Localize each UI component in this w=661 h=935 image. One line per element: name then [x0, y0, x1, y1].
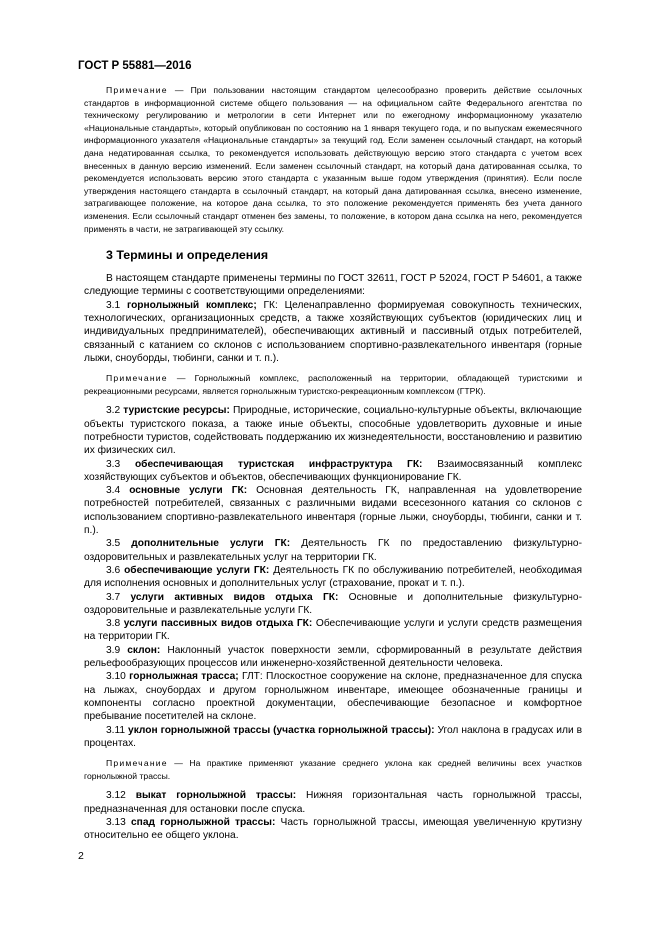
term-3-8: 3.8 услуги пассивных видов отдыха ГК: Обеспечивающие услуги и услуги средств размещения на территории ГК.: [84, 618, 582, 643]
term-3-2: 3.2 туристские ресурсы: Природные, исторические, социально-культурные объекты, включающие объекты туристского показа, а также иные объекты, способные удовлетворить духовные и иные потребности туристов, содействовать поддержанию их жизнедеятельности, восстановлению и развитию их физических сил.: [84, 405, 582, 457]
page-number: 2: [78, 850, 84, 862]
term-3-11: 3.11 уклон горнолыжной трассы (участка горнолыжной трассы): Угол наклона в градусах или в процентах.: [84, 724, 583, 749]
term-name: обеспечивающие услуги ГК:: [124, 564, 270, 576]
document-header: ГОСТ Р 55881—2016: [78, 60, 192, 72]
term-3-9: 3.9 склон: Наклонный участок поверхности земли, сформированный в результате действия рельефообразующих процессов или инженерно-хозяйственной деятельности человека.: [84, 644, 583, 670]
term-name: услуги активных видов отдыха ГК:: [130, 591, 339, 603]
section-heading: 3 Термины и определения: [106, 248, 269, 263]
note-label: Примечание: [106, 85, 168, 95]
term-3-1-note: Примечание — Горнолыжный комплекс, расположенный на территории, обладающей туристскими и рекреационными ресурсами, является горнолыжным туристско-рекреационным комплексом (ГТРК).: [84, 373, 582, 396]
note-text: — При пользовании настоящим стандартом целесообразно проверить действие ссылочных стандартов в информационной системе общего пользования — на официальном сайте Федерального агентства по техническому регулированию и метрологии в сети Интернет или по ежегодному информационному указателю «Национальные стандарты», который опубликован по состоянию на 1 января текущего года, и по выпускам ежемесячного информационного указателя «Национальные стандарты» за текущий год. Если заменен ссылочный стандарт, на который дана недатированная ссылка, то рекомендуется использовать действующую версию этого стандарта с учетом всех внесенных в данную версию изменений. Если заменен ссылочный стандарт, на который дана датированная ссылка, то рекомендуется использовать версию этого стандарта с указанным выше годом утверждения (принятия). Если после утверждения настоящего стандарта в ссылочный стандарт, на который дана датированная ссылка, внесено изменение, затрагивающее положение, на которое дана ссылка, то это положение рекомендуется применять без учета данного изменения. Если ссылочный стандарт отменен без замены, то положение, в котором дана ссылка на него, рекомендуется применять в части, не затрагивающей эту ссылку.: [84, 85, 582, 234]
reference-note: [84, 84, 582, 235]
term-name: дополнительные услуги ГК:: [131, 538, 291, 550]
term-name: туристские ресурсы:: [123, 405, 230, 417]
section-intro: В настоящем стандарте применены термины по ГОСТ 32611, ГОСТ Р 52024, ГОСТ Р 54601, а также следующие термины с соответствующими определениями:: [84, 273, 582, 298]
term-name: горнолыжный комплекс;: [126, 299, 257, 311]
term-3-11-note: Примечание — На практике применяют указание среднего уклона как средней величины всех участков горнолыжной трассы.: [84, 758, 582, 781]
term-3-12: 3.12 выкат горнолыжной трассы: Нижняя горизонтальная часть горнолыжной трассы, предназначенная для остановки после спуска.: [84, 790, 582, 815]
term-3-10: 3.10 горнолыжная трасса; ГЛТ: Плоскостное сооружение на склоне, предназначенное для спуска на лыжах, сноубордах и другом горнолыжном инвентаре, имеющее обозначенные границы и компоненты согласно проектной документации, обеспечивающие безопасное и комфортное пребывание посетителей на склоне.: [84, 671, 582, 723]
term-3-13: 3.13 спад горнолыжной трассы: Часть горнолыжной трассы, имеющая увеличенную крутизну относительно ее общего уклона.: [84, 816, 583, 842]
term-3-7: 3.7 услуги активных видов отдыха ГК: Основные и дополнительные физкультурно-оздоровительные и развлекательные услуги ГК.: [84, 591, 582, 616]
term-name: выкат горнолыжной трассы:: [135, 790, 297, 802]
term-name: уклон горнолыжной трассы (участка горнолыжной трассы):: [128, 724, 435, 736]
term-name: спад горнолыжной трассы:: [131, 816, 276, 828]
document-body: [84, 84, 582, 842]
term-name: горнолыжная трасса;: [129, 671, 239, 683]
term-3-6: 3.6 обеспечивающие услуги ГК: Деятельность ГК по обслуживанию потребителей, необходимая для исполнения основных и дополнительных услуг (страхование, прокат и т. п.).: [84, 564, 582, 590]
term-name: обеспечивающая туристская инфраструктура ГК:: [134, 458, 423, 470]
term-3-4: 3.4 основные услуги ГК: Основная деятельность ГК, направленная на удовлетворение потребностей потребителей, связанных с различными видами всесезонного катания со склонов с использованием спортивно-развлекательного инвентаря (горные лыжи, сноуборды, тюбинги, санки и т. п.).: [84, 485, 583, 537]
term-name: услуги пассивных видов отдыха ГК:: [123, 618, 313, 630]
term-name: основные услуги ГК:: [129, 485, 248, 497]
term-name: склон:: [127, 644, 161, 656]
term-3-3: 3.3 обеспечивающая туристская инфраструктура ГК: Взаимосвязанный комплекс хозяйствующих субъектов и объектов, обеспечивающих функционирование ГК.: [84, 458, 582, 483]
term-3-5: 3.5 дополнительные услуги ГК: Деятельность ГК по предоставлению физкультурно-оздоровительных и развлекательных услуг на территории ГК.: [84, 538, 582, 563]
term-3-1: 3.1 горнолыжный комплекс; ГК: Целенаправленно формируемая совокупность технических, технологических, организационных средств, а также хозяйствующих субъектов (юридических лиц и индивидуальных предпринимателей), обеспечивающих активный и пассивный отдых потребителей, связанный с катанием со склонов с использованием спортивно-развлекательного инвентаря (горные лыжи, сноуборды, тюбинги, санки и т. п.).: [84, 299, 582, 364]
